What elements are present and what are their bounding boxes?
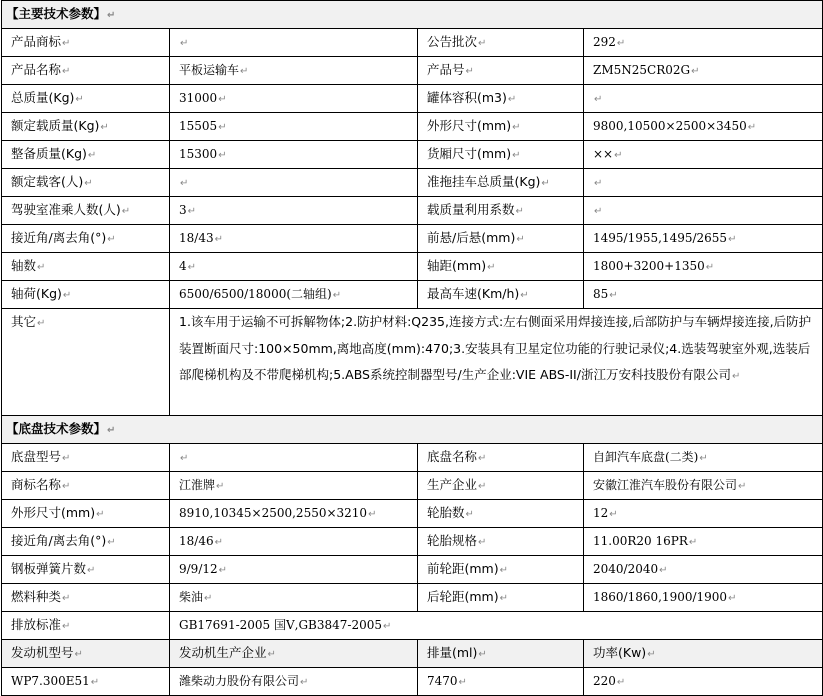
paragraph-mark-icon: ↵: [218, 122, 227, 133]
field-label: [418, 281, 584, 309]
paragraph-mark-icon: ↵: [512, 150, 521, 161]
chassis-spec-header: [2, 416, 823, 444]
field-value: [584, 281, 823, 309]
field-value: [584, 169, 823, 197]
field-label: [418, 197, 584, 225]
field-value: [170, 584, 418, 612]
paragraph-mark-icon: ↵: [515, 206, 524, 217]
paragraph-mark-icon: ↵: [187, 262, 197, 273]
paragraph-mark-icon: ↵: [691, 66, 700, 77]
cell-text: 燃料种类: [11, 589, 62, 604]
table-row: [2, 472, 823, 500]
field-label: [2, 444, 170, 472]
paragraph-mark-icon: ↵: [747, 122, 757, 133]
cell-text: 292: [593, 35, 616, 49]
paragraph-mark-icon: ↵: [728, 234, 737, 245]
paragraph-mark-icon: ↵: [688, 537, 698, 548]
field-label: [418, 113, 584, 141]
cell-text: 1495/1955,1495/2655: [593, 231, 728, 245]
field-label: [418, 57, 584, 85]
field-value: [170, 29, 418, 57]
paragraph-mark-icon: ↵: [267, 649, 276, 660]
paragraph-mark-icon: ↵: [90, 677, 100, 688]
paragraph-mark-icon: ↵: [465, 66, 474, 77]
cell-text: 轮胎规格: [427, 533, 478, 548]
field-value: [170, 500, 418, 528]
field-label: [418, 584, 584, 612]
paragraph-mark-icon: ↵: [187, 206, 197, 217]
paragraph-mark-icon: ↵: [647, 649, 656, 660]
paragraph-mark-icon: ↵: [478, 38, 487, 49]
cell-text: 产品名称: [11, 62, 62, 77]
field-value: [584, 500, 823, 528]
field-label: [418, 225, 584, 253]
cell-text: 1.该车用于运输不可拆解物体;2.防护材料:Q235,连接方式:左右侧面采用焊接连接,后部防护与车辆焊接连接,后防护装置断面尺寸:100×50mm,离地高度(mm):470;3.安装具有卫星定位功能的行驶记录仪;4.选装驾驶室外观,选装后部爬梯机构及不带爬梯机构;5.ABS系统控制器型号/生产企业:VIE ABS-II/浙江万安科技股份有限公司: [179, 314, 812, 382]
cell-text: 9800,10500×2500×3450: [593, 119, 747, 133]
table-row: [2, 85, 823, 113]
table-row: [2, 281, 823, 309]
cell-text: 底盘型号: [11, 449, 62, 464]
cell-text: 轮胎数: [427, 505, 465, 520]
cell-text: 15505: [179, 119, 218, 133]
cell-text: 9/9/12: [179, 562, 218, 576]
paragraph-mark-icon: ↵: [107, 10, 116, 21]
cell-text: 2040/2040: [593, 562, 659, 576]
paragraph-mark-icon: ↵: [738, 481, 747, 492]
table-row: [2, 197, 823, 225]
field-label: [2, 113, 170, 141]
paragraph-mark-icon: ↵: [62, 593, 71, 604]
field-label: [418, 169, 584, 197]
table-row: [2, 225, 823, 253]
paragraph-mark-icon: ↵: [87, 150, 97, 161]
cell-text: 整备质量(Kg): [11, 146, 87, 161]
field-value: [170, 57, 418, 85]
table-row: [2, 584, 823, 612]
cell-text: 自卸汽车底盘(二类): [593, 450, 699, 464]
paragraph-mark-icon: ↵: [541, 178, 550, 189]
column-header: [2, 640, 170, 668]
cell-text: ZM5N25CR02G: [593, 63, 691, 77]
paragraph-mark-icon: ↵: [62, 66, 71, 77]
field-label: [2, 472, 170, 500]
field-value: [170, 225, 418, 253]
field-label: [2, 528, 170, 556]
cell-text: 最高车速(Km/h): [427, 286, 520, 301]
field-label: [2, 169, 170, 197]
cell-text: 钢板弹簧片数: [11, 561, 87, 576]
paragraph-mark-icon: ↵: [520, 290, 529, 301]
paragraph-mark-icon: ↵: [62, 453, 71, 464]
cell-text: 18/43: [179, 231, 214, 245]
paragraph-mark-icon: ↵: [62, 290, 72, 301]
section-title: [2, 416, 823, 444]
paragraph-mark-icon: ↵: [594, 206, 603, 217]
table-row: [2, 253, 823, 281]
cell-text: 15300: [179, 147, 218, 161]
field-label: [418, 528, 584, 556]
engine-value: [2, 668, 170, 696]
cell-text: 4: [179, 259, 187, 273]
paragraph-mark-icon: ↵: [478, 481, 487, 492]
cell-text: 平板运输车: [179, 63, 240, 77]
cell-text: 发动机型号: [11, 645, 74, 660]
table-row: [2, 444, 823, 472]
cell-text: 功率(Kw): [593, 645, 647, 660]
paragraph-mark-icon: ↵: [609, 290, 618, 301]
table-row: [2, 556, 823, 584]
cell-text: GB17691-2005 国Ⅴ,GB3847-2005: [179, 618, 383, 632]
field-label: [418, 472, 584, 500]
paragraph-mark-icon: ↵: [594, 178, 603, 189]
cell-text: 7470: [427, 674, 458, 688]
field-label: [2, 584, 170, 612]
cell-text: 1800+3200+1350: [593, 259, 705, 273]
engine-value: [170, 668, 418, 696]
cell-text: 商标名称: [11, 477, 62, 492]
spec-table: [1, 0, 823, 696]
paragraph-mark-icon: ↵: [368, 509, 377, 520]
field-value: [584, 472, 823, 500]
paragraph-mark-icon: ↵: [216, 481, 225, 492]
cell-text: 18/46: [179, 534, 214, 548]
cell-text: 产品号: [427, 62, 465, 77]
field-label: [418, 500, 584, 528]
paragraph-mark-icon: ↵: [62, 481, 71, 492]
other-row: [2, 309, 823, 416]
paragraph-mark-icon: ↵: [84, 178, 93, 189]
field-label: [2, 85, 170, 113]
field-value: [170, 281, 418, 309]
paragraph-mark-icon: ↵: [204, 593, 213, 604]
field-value: [584, 528, 823, 556]
cell-text: 公告批次: [427, 34, 478, 49]
emission-value: [170, 612, 823, 640]
paragraph-mark-icon: ↵: [121, 206, 131, 217]
cell-text: 排放标准: [11, 617, 62, 632]
paragraph-mark-icon: ↵: [332, 290, 342, 301]
field-label: [2, 556, 170, 584]
paragraph-mark-icon: ↵: [487, 262, 496, 273]
paragraph-mark-icon: ↵: [659, 565, 668, 576]
field-value: [170, 253, 418, 281]
field-value: [584, 444, 823, 472]
cell-text: 柴油: [179, 590, 204, 604]
cell-text: 额定载客(人): [11, 174, 84, 189]
field-label: [2, 500, 170, 528]
paragraph-mark-icon: ↵: [478, 453, 487, 464]
field-value: [170, 528, 418, 556]
paragraph-mark-icon: ↵: [96, 509, 105, 520]
paragraph-mark-icon: ↵: [37, 318, 46, 329]
other-notes: [170, 309, 823, 416]
field-label: [2, 225, 170, 253]
cell-text: 罐体容积(m3): [427, 90, 507, 105]
field-label: [418, 556, 584, 584]
cell-text: 轴荷(Kg): [11, 286, 62, 301]
field-label: [2, 612, 170, 640]
paragraph-mark-icon: ↵: [516, 234, 525, 245]
cell-text: 轴距(mm): [427, 258, 487, 273]
paragraph-mark-icon: ↵: [180, 453, 189, 464]
cell-text: 前悬/后悬(mm): [427, 230, 516, 245]
field-value: [170, 85, 418, 113]
paragraph-mark-icon: ↵: [107, 537, 116, 548]
cell-text: 【主要技术参数】: [6, 6, 107, 21]
paragraph-mark-icon: ↵: [614, 150, 623, 161]
field-label: [418, 141, 584, 169]
cell-text: 220: [593, 674, 616, 688]
column-header: [418, 640, 584, 668]
field-value: [170, 556, 418, 584]
field-value: [584, 584, 823, 612]
engine-value: [418, 668, 584, 696]
paragraph-mark-icon: ↵: [594, 94, 603, 105]
paragraph-mark-icon: ↵: [62, 621, 71, 632]
cell-text: 12: [593, 506, 609, 520]
paragraph-mark-icon: ↵: [616, 677, 626, 688]
paragraph-mark-icon: ↵: [74, 649, 83, 660]
paragraph-mark-icon: ↵: [609, 509, 618, 520]
paragraph-mark-icon: ↵: [499, 565, 508, 576]
field-value: [170, 141, 418, 169]
cell-text: WP7.300E51: [11, 674, 90, 688]
cell-text: 潍柴动力股份有限公司: [179, 674, 300, 688]
field-value: [584, 85, 823, 113]
paragraph-mark-icon: ↵: [728, 593, 737, 604]
table-row: [2, 57, 823, 85]
engine-header-row: [2, 640, 823, 668]
field-label: [2, 141, 170, 169]
paragraph-mark-icon: ↵: [465, 509, 474, 520]
cell-text: 31000: [179, 91, 218, 105]
paragraph-mark-icon: ↵: [107, 234, 116, 245]
field-value: [170, 197, 418, 225]
field-label: [418, 85, 584, 113]
paragraph-mark-icon: ↵: [180, 38, 189, 49]
paragraph-mark-icon: ↵: [478, 649, 487, 660]
cell-text: ××: [593, 147, 614, 161]
table-row: [2, 500, 823, 528]
cell-text: 11.00R20 16PR: [593, 534, 688, 548]
field-value: [584, 556, 823, 584]
cell-text: 产品商标: [11, 34, 62, 49]
field-value: [170, 169, 418, 197]
cell-text: 1860/1860,1900/1900: [593, 590, 728, 604]
cell-text: 8910,10345×2500,2550×3210: [179, 506, 368, 520]
field-value: [170, 444, 418, 472]
cell-text: 载质量利用系数: [427, 202, 515, 217]
field-label: [2, 197, 170, 225]
field-value: [584, 29, 823, 57]
table-row: [2, 528, 823, 556]
field-label: [2, 57, 170, 85]
field-label: [2, 253, 170, 281]
emission-row: [2, 612, 823, 640]
field-label: [2, 309, 170, 416]
paragraph-mark-icon: ↵: [731, 371, 741, 382]
paragraph-mark-icon: ↵: [87, 565, 96, 576]
table-row: [2, 169, 823, 197]
paragraph-mark-icon: ↵: [699, 453, 708, 464]
cell-text: 额定载质量(Kg): [11, 118, 100, 133]
paragraph-mark-icon: ↵: [214, 537, 223, 548]
paragraph-mark-icon: ↵: [512, 122, 521, 133]
paragraph-mark-icon: ↵: [616, 38, 626, 49]
field-label: [418, 444, 584, 472]
cell-text: 外形尺寸(mm): [427, 118, 512, 133]
paragraph-mark-icon: ↵: [705, 262, 715, 273]
cell-text: 后轮距(mm): [427, 589, 499, 604]
paragraph-mark-icon: ↵: [240, 66, 249, 77]
table-row: [2, 113, 823, 141]
cell-text: 3: [179, 203, 187, 217]
cell-text: 发动机生产企业: [179, 645, 267, 660]
cell-text: 货厢尺寸(mm): [427, 146, 512, 161]
field-value: [584, 141, 823, 169]
paragraph-mark-icon: ↵: [218, 565, 228, 576]
field-value: [584, 197, 823, 225]
cell-text: 接近角/离去角(°): [11, 533, 107, 548]
table-row: [2, 29, 823, 57]
cell-text: 85: [593, 287, 609, 301]
paragraph-mark-icon: ↵: [507, 94, 517, 105]
paragraph-mark-icon: ↵: [218, 150, 227, 161]
column-header: [170, 640, 418, 668]
cell-text: 其它: [11, 314, 37, 329]
field-label: [418, 29, 584, 57]
paragraph-mark-icon: ↵: [214, 234, 223, 245]
cell-text: 前轮距(mm): [427, 561, 499, 576]
paragraph-mark-icon: ↵: [458, 677, 467, 688]
paragraph-mark-icon: ↵: [218, 94, 227, 105]
paragraph-mark-icon: ↵: [300, 677, 309, 688]
cell-text: 外形尺寸(mm): [11, 505, 96, 520]
cell-text: 接近角/离去角(°): [11, 230, 107, 245]
cell-text: 准拖挂车总质量(Kg): [427, 174, 541, 189]
paragraph-mark-icon: ↵: [383, 621, 392, 632]
paragraph-mark-icon: ↵: [499, 593, 508, 604]
main-spec-header: [2, 1, 823, 29]
table-row: [2, 141, 823, 169]
cell-text: 6500/6500/18000(二轴组): [179, 287, 332, 301]
cell-text: 【底盘技术参数】: [6, 421, 107, 436]
paragraph-mark-icon: ↵: [100, 122, 109, 133]
paragraph-mark-icon: ↵: [478, 537, 487, 548]
field-value: [584, 57, 823, 85]
field-value: [584, 225, 823, 253]
cell-text: 安徽江淮汽车股份有限公司: [593, 478, 738, 492]
cell-text: 底盘名称: [427, 449, 478, 464]
cell-text: 排量(ml): [427, 645, 478, 660]
engine-row: [2, 668, 823, 696]
column-header: [584, 640, 823, 668]
paragraph-mark-icon: ↵: [37, 262, 46, 273]
cell-text: 生产企业: [427, 477, 478, 492]
field-label: [2, 281, 170, 309]
field-value: [170, 113, 418, 141]
section-title: [2, 1, 823, 29]
cell-text: 总质量(Kg): [11, 90, 75, 105]
field-label: [418, 253, 584, 281]
paragraph-mark-icon: ↵: [75, 94, 84, 105]
field-label: [2, 29, 170, 57]
paragraph-mark-icon: ↵: [62, 38, 71, 49]
engine-value: [584, 668, 823, 696]
field-value: [170, 472, 418, 500]
field-value: [584, 113, 823, 141]
cell-text: 驾驶室准乘人数(人): [11, 202, 121, 217]
paragraph-mark-icon: ↵: [180, 178, 189, 189]
cell-text: 轴数: [11, 258, 37, 273]
paragraph-mark-icon: ↵: [107, 425, 116, 436]
field-value: [584, 253, 823, 281]
cell-text: 江淮牌: [179, 478, 216, 492]
